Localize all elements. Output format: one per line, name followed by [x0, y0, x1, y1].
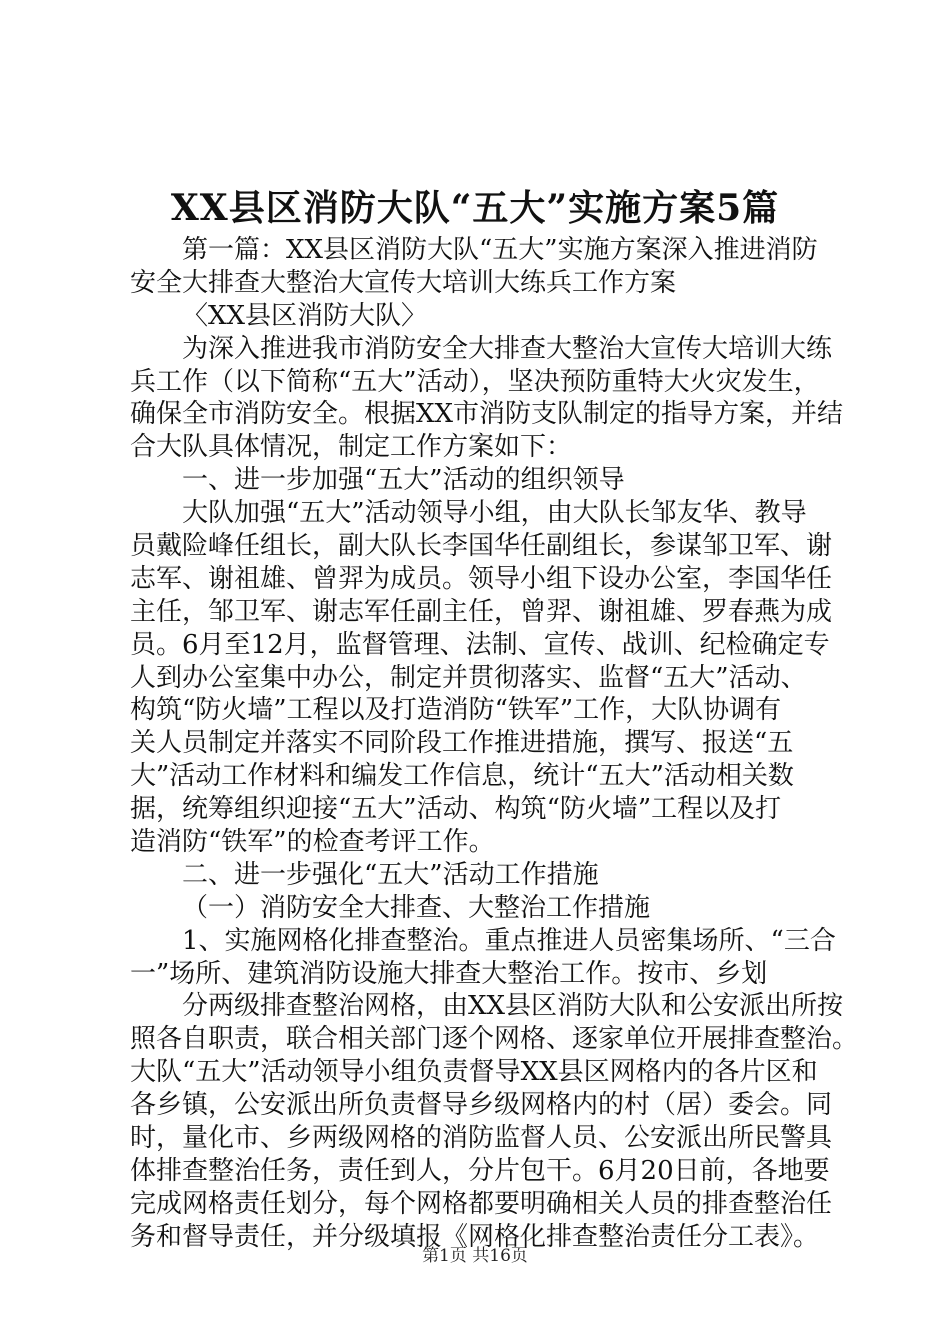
- body-line: 关人员制定并落实不同阶段工作推进措施，撰写、报送“五: [130, 728, 794, 759]
- body-line: 为深入推进我市消防安全大排查大整治大宣传大培训大练: [182, 333, 833, 364]
- body-line: 各乡镇，公安派出所负责督导乡级网格内的村（居）委会。同: [130, 1090, 833, 1121]
- body-line: 人到办公室集中办公，制定并贯彻落实、监督“五大”活动、: [130, 662, 807, 693]
- body-line: 造消防“铁军”的检查考评工作。: [130, 827, 495, 858]
- body-line: 一”场所、建筑消防设施大排查大整治工作。按市、乡划: [130, 958, 768, 989]
- body-line: 分两级排查整治网格，由XX县区消防大队和公安派出所按: [182, 991, 844, 1022]
- body-line: 构筑“防火墙”工程以及打造消防“铁军”工作，大队协调有: [130, 695, 782, 726]
- body-line: 完成网格责任划分，每个网格都要明确相关人员的排查整治任: [130, 1188, 833, 1219]
- section-heading: 二、进一步强化“五大”活动工作措施: [182, 859, 599, 890]
- page-number-footer: 第1页 共16页: [422, 1246, 528, 1266]
- body-line: 〈XX县区消防大队〉: [182, 300, 428, 331]
- body-line: 大”活动工作材料和编发工作信息，统计“五大”活动相关数: [130, 761, 794, 792]
- body-line: 照各自职责，联合相关部门逐个网格、逐家单位开展排查整治。: [130, 1024, 859, 1055]
- body-line: 大队“五大”活动领导小组负责督导XX县区网格内的各片区和: [130, 1057, 818, 1088]
- body-line: 体排查整治任务，责任到人，分片包干。6月20日前，各地要: [130, 1155, 830, 1186]
- body-line: 据，统筹组织迎接“五大”活动、构筑“防火墙”工程以及打: [130, 794, 782, 825]
- body-line: 第一篇：XX县区消防大队“五大”实施方案深入推进消防: [182, 235, 818, 265]
- body-line: 主任，邹卫军、谢志军任副主任，曾羿、谢祖雄、罗春燕为成: [130, 596, 833, 627]
- body-line: 1、实施网格化排查整治。重点推进人员密集场所、“三合: [182, 925, 836, 956]
- body-line: 兵工作（以下简称“五大”活动），坚决预防重特大火灾发生，: [130, 366, 820, 397]
- body-line: 安全大排查大整治大宣传大培训大练兵工作方案: [130, 267, 677, 298]
- body-line: 确保全市消防安全。根据XX市消防支队制定的指导方案，并结: [130, 399, 844, 430]
- body-line: 员戴险峰任组长，副大队长李国华任副组长，参谋邹卫军、谢: [130, 531, 833, 562]
- document-body: [130, 234, 859, 1254]
- body-line: 时，量化市、乡两级网格的消防监督人员、公安派出所民警具: [130, 1123, 833, 1154]
- body-line: 志军、谢祖雄、曾羿为成员。领导小组下设办公室，李国华任: [130, 563, 833, 594]
- document-title: XX县区消防大队“五大”实施方案5篇: [170, 187, 780, 229]
- body-line: 大队加强“五大”活动领导小组，由大队长邹友华、教导: [182, 498, 807, 529]
- body-line: 员。6月至12月，监督管理、法制、宣传、战训、纪检确定专: [130, 629, 830, 660]
- subsection-heading: （一）消防安全大排查、大整治工作措施: [182, 892, 651, 923]
- body-line: 务和督导责任，并分级填报《网格化排查整治责任分工表》。: [130, 1221, 820, 1252]
- section-heading: 一、进一步加强“五大”活动的组织领导: [182, 465, 625, 496]
- body-line: 合大队具体情况，制定工作方案如下：: [130, 432, 573, 463]
